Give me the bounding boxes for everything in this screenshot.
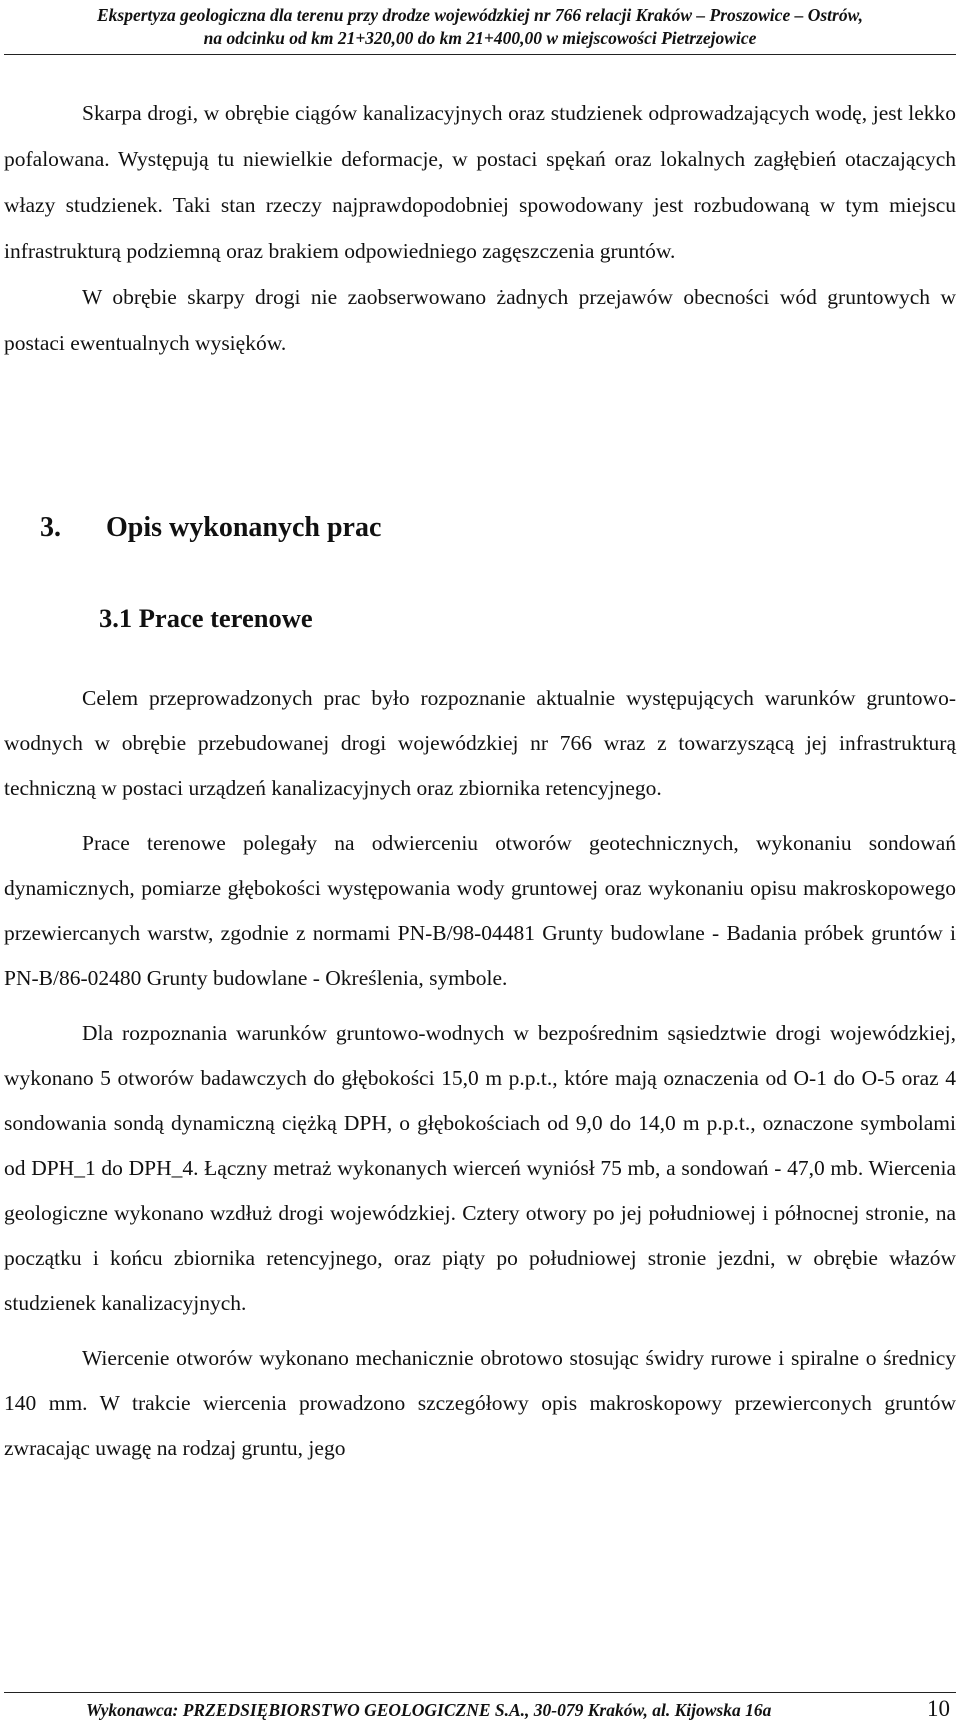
section-number: 3.: [40, 512, 61, 543]
header-line-1: Ekspertyza geologiczna dla terenu przy drodze wojewódzkiej nr 766 relacji Kraków – Proszowice – Ostrów,: [97, 5, 863, 25]
footer-contractor: Wykonawca: PRZEDSIĘBIORSTWO GEOLOGICZNE S.A., 30-079 Kraków, al. Kijowska 16a: [86, 1700, 772, 1720]
header-line-2: na odcinku od km 21+320,00 do km 21+400,00 w miejscowości Pietrzejowice: [203, 28, 757, 48]
body-paragraph-3: Dla rozpoznania warunków gruntowo-wodnych w bezpośrednim sąsiedztwie drogi wojewódzkiej, wykonano 5 otworów badawczych do głębokości 15,0 m p.p.t., które mają oznaczenia od O-1 do O-5 oraz 4 sondowania sondą dynamiczną ciężką DPH, o głębokościach od 9,0 do 14,0 m p.p.t., oznaczone symbolami od DPH_1 do DPH_4. Łączny metraż wykonanych wierceń wyniósł 75 mb, a sondowań - 47,0 mb. Wiercenia geologiczne wykonano wzdłuż drogi wojewódzkiej. Cztery otwory po jej południowej i północnej stronie, na początku i końcu zbiornika retencyjnego, oraz piąty po południowej stronie jezdni, w obrębie włazów studzienek kanalizacyjnych.: [4, 1021, 956, 1315]
subsection-heading: 3.1 Prace terenowe: [99, 603, 313, 633]
body-paragraph-1: Celem przeprowadzonych prac było rozpoznanie aktualnie występujących warunków gruntowo-wodnych w obrębie przebudowanej drogi wojewódzkiej nr 766 wraz z towarzyszącą jej infrastrukturą techniczną w postaci urządzeń kanalizacyjnych oraz zbiornika retencyjnego.: [4, 686, 956, 800]
page-number: 10: [927, 1696, 950, 1721]
section-heading: [40, 510, 381, 546]
intro-paragraph-1: Skarpa drogi, w obrębie ciągów kanalizacyjnych oraz studzienek odprowadzających wodę, jest lekko pofalowana. Występują tu niewielkie deformacje, w postaci spękań oraz lokalnych zagłębień otaczających włazy studzienek. Taki stan rzeczy najprawdopodobniej spowodowany jest rozbudowaną w tym miejscu infrastrukturą podziemną oraz brakiem odpowiedniego zagęszczenia gruntów.: [4, 101, 956, 263]
intro-text-block: [4, 90, 956, 366]
intro-paragraph-2: W obrębie skarpy drogi nie zaobserwowano żadnych przejawów obecności wód gruntowych w postaci ewentualnych wysięków.: [4, 285, 956, 355]
section-title: Opis wykonanych prac: [106, 512, 382, 543]
body-paragraph-2: Prace terenowe polegały na odwierceniu otworów geotechnicznych, wykonaniu sondowań dynamicznych, pomiarze głębokości występowania wody gruntowej oraz wykonaniu opisu makroskopowego przewiercanych warstw, zgodnie z normami PN-B/98-04481 Grunty budowlane - Badania próbek gruntów i PN-B/86-02480 Grunty budowlane - Określenia, symbole.: [4, 831, 956, 990]
running-footer: [4, 1692, 956, 1721]
running-header: [4, 4, 956, 55]
body-paragraph-4: Wiercenie otworów wykonano mechanicznie obrotowo stosując świdry rurowe i spiralne o średnicy 140 mm. W trakcie wiercenia prowadzono szczegółowy opis makroskopowy przewierconych gruntów zwracając uwagę na rodzaj gruntu, jego: [4, 1346, 956, 1460]
section-body: [4, 676, 956, 1481]
